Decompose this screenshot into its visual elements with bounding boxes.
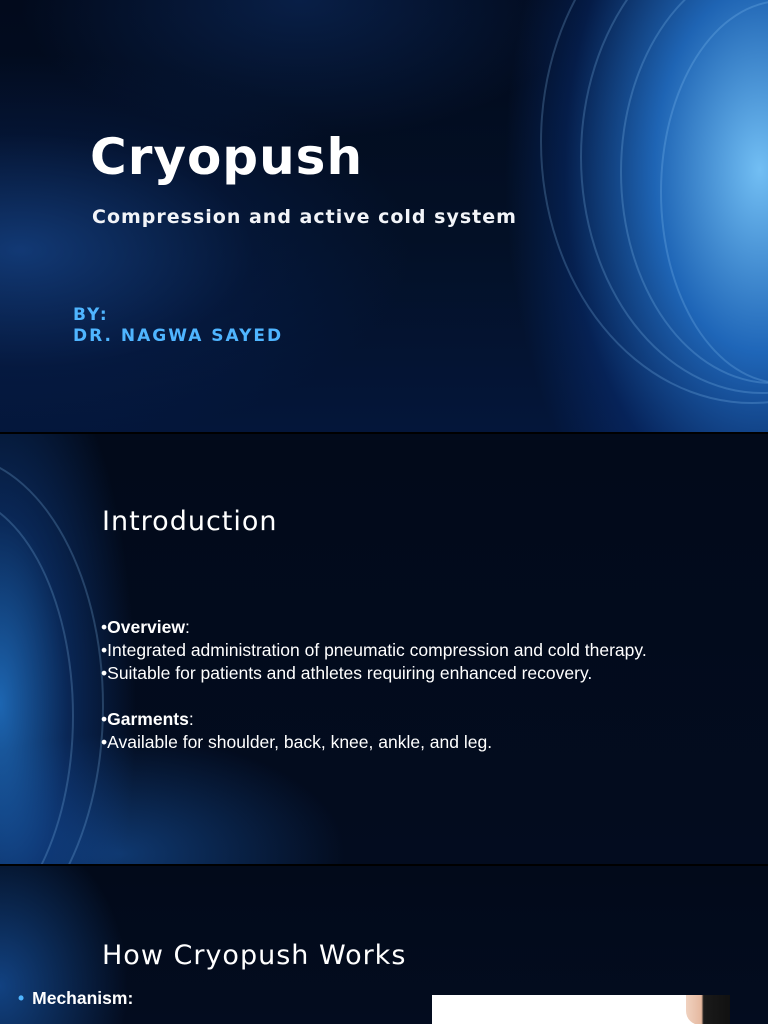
- bullet-icon: •: [18, 988, 25, 1008]
- how-it-works-slide: [0, 866, 768, 1024]
- photo-figure: [686, 995, 730, 1024]
- author-block: [73, 305, 283, 347]
- introduction-heading: Introduction: [102, 506, 278, 537]
- overview-label: Overview: [107, 617, 185, 637]
- introduction-slide: [0, 434, 768, 864]
- mechanism-item: [18, 988, 133, 1009]
- device-photo: [432, 995, 730, 1024]
- garments-label: Garments: [107, 709, 189, 729]
- mechanism-label: Mechanism:: [32, 988, 134, 1008]
- by-label: BY:: [73, 305, 109, 325]
- list-item: •Available for shoulder, back, knee, ankle, and leg.: [101, 732, 493, 752]
- title-slide: [0, 0, 768, 432]
- list-item: •Overview:: [101, 617, 190, 637]
- author-name: DR. NAGWA SAYED: [73, 326, 284, 346]
- presentation-title: Cryopush: [90, 128, 364, 186]
- list-item: •Integrated administration of pneumatic compression and cold therapy.: [101, 640, 647, 660]
- list-item: •Garments:: [101, 709, 194, 729]
- presentation-subtitle: Compression and active cold system: [92, 206, 517, 228]
- list-item: •Suitable for patients and athletes requiring enhanced recovery.: [101, 663, 593, 683]
- how-it-works-heading: How Cryopush Works: [102, 940, 407, 971]
- introduction-bullets: [101, 616, 647, 754]
